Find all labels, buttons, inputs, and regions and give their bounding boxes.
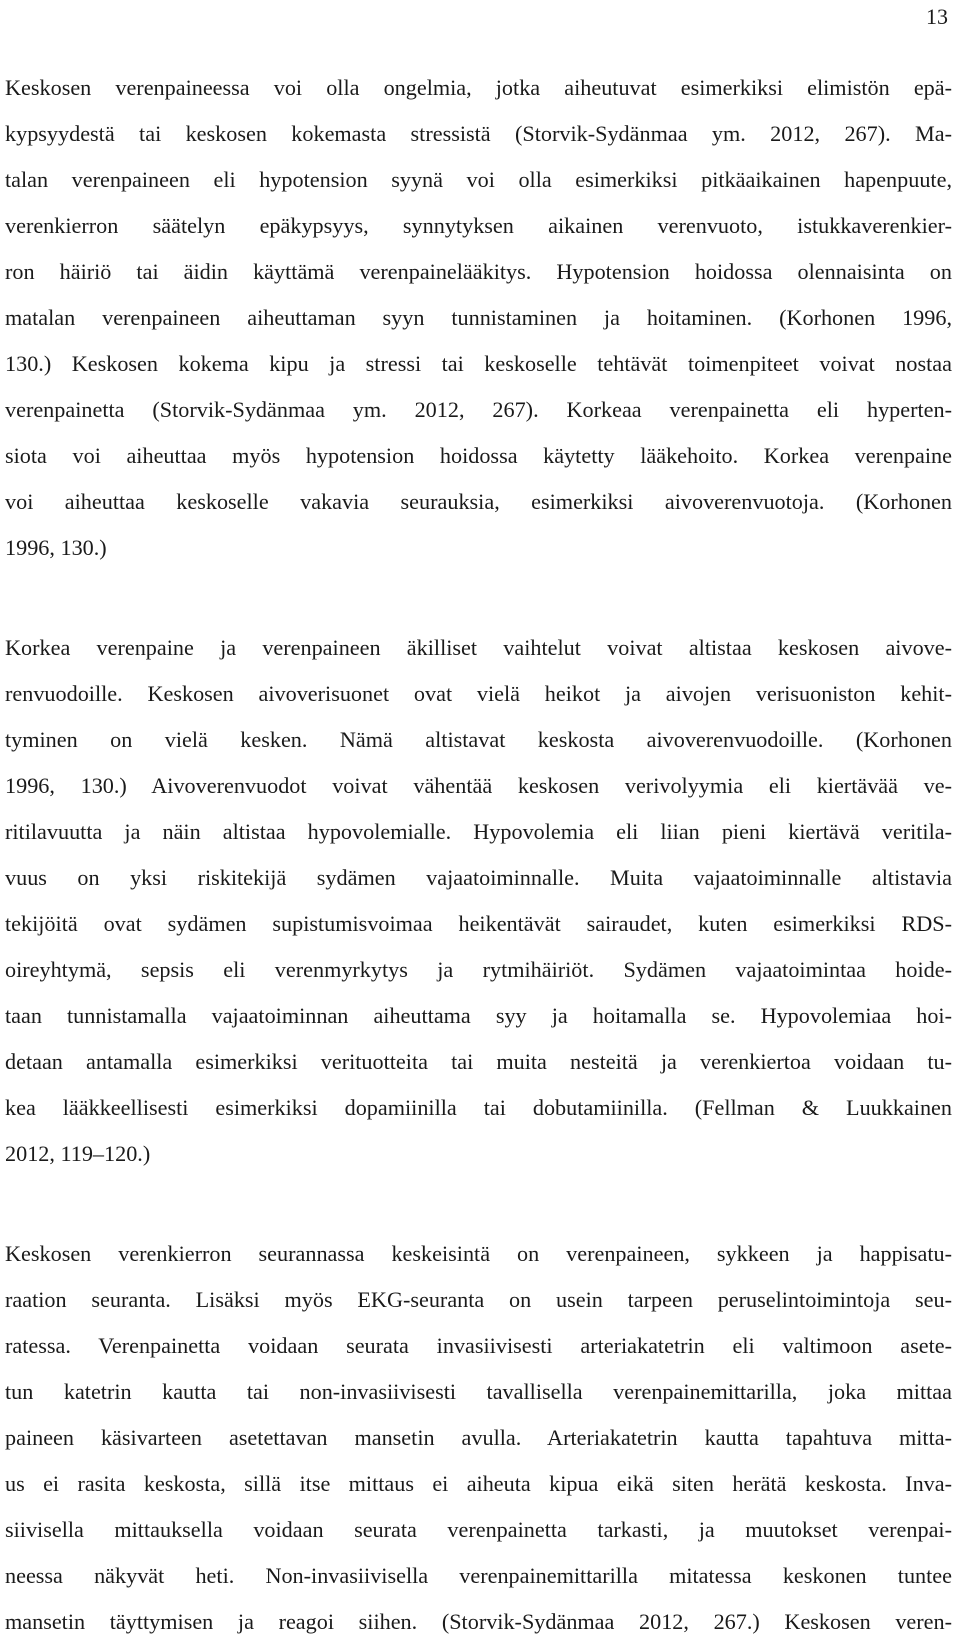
text-line: tyminen on vielä kesken. Nämä altistavat keskosta aivoverenvuodoille. (Korhonen: [5, 727, 952, 752]
text-line: kypsyydestä tai keskosen kokemasta stressistä (Storvik-Sydänmaa ym. 2012, 267). Ma-: [5, 121, 952, 146]
text-line: neessa näkyvät heti. Non-invasiivisella verenpainemittarilla mitatessa keskonen tuntee: [5, 1563, 952, 1588]
text-line: tun katetrin kautta tai non-invasiivisesti tavallisella verenpainemittarilla, joka mittaa: [5, 1379, 952, 1404]
text-line: Korkea verenpaine ja verenpaineen äkilliset vaihtelut voivat altistaa keskosen aivove-: [5, 635, 952, 660]
text-line: ron häiriö tai äidin käyttämä verenpainelääkitys. Hypotension hoidossa olennaisinta on: [5, 259, 952, 284]
text-line: verenpainetta (Storvik-Sydänmaa ym. 2012, 267). Korkeaa verenpainetta eli hyperten-: [5, 397, 952, 422]
text-line: Keskosen verenpaineessa voi olla ongelmia, jotka aiheutuvat esimerkiksi elimistön epä-: [5, 75, 952, 100]
text-line: matalan verenpaineen aiheuttaman syyn tunnistaminen ja hoitaminen. (Korhonen 1996,: [5, 305, 952, 330]
text-line: tekijöitä ovat sydämen supistumisvoimaa heikentävät sairaudet, kuten esimerkiksi RDS-: [5, 911, 952, 936]
text-line: 2012, 119–120.): [5, 1141, 151, 1166]
text-line: oireyhtymä, sepsis eli verenmyrkytys ja rytmihäiriöt. Sydämen vajaatoimintaa hoide-: [5, 957, 952, 982]
text-line: detaan antamalla esimerkiksi verituotteita tai muita nesteitä ja verenkiertoa voidaan tu-: [5, 1049, 952, 1074]
text-line: 130.) Keskosen kokema kipu ja stressi tai keskoselle tehtävät toimenpiteet voivat nostaa: [5, 351, 952, 376]
text-line: raation seuranta. Lisäksi myös EKG-seuranta on usein tarpeen peruselintoimintoja seu-: [5, 1287, 952, 1312]
text-line: paineen käsivarteen asetettavan mansetin avulla. Arteriakatetrin kautta tapahtuva mitta-: [5, 1425, 952, 1450]
text-line: ritilavuutta ja näin altistaa hypovolemialle. Hypovolemia eli liian pieni kiertävä veritila-: [5, 819, 952, 844]
text-line: 1996, 130.) Aivoverenvuodot voivat vähentää keskosen verivolyymia eli kiertävää ve-: [5, 773, 952, 798]
text-line: ratessa. Verenpainetta voidaan seurata invasiivisesti arteriakatetrin eli valtimoon asete-: [5, 1333, 952, 1358]
text-line: voi aiheuttaa keskoselle vakavia seurauksia, esimerkiksi aivoverenvuotoja. (Korhonen: [5, 489, 952, 514]
text-line: mansetin täyttymisen ja reagoi siihen. (Storvik-Sydänmaa 2012, 267.) Keskosen veren-: [5, 1609, 952, 1634]
text-line: talan verenpaineen eli hypotension syynä voi olla esimerkiksi pitkäaikainen hapenpuute,: [5, 167, 952, 192]
text-line: verenkierron säätelyn epäkypsyys, synnytyksen aikainen verenvuoto, istukkaverenkier-: [5, 213, 952, 238]
text-line: taan tunnistamalla vajaatoiminnan aiheuttama syy ja hoitamalla se. Hypovolemiaa hoi-: [5, 1003, 952, 1028]
text-line: Keskosen verenkierron seurannassa keskeisintä on verenpaineen, sykkeen ja happisatu-: [5, 1241, 952, 1266]
text-line: siota voi aiheuttaa myös hypotension hoidossa käytetty lääkehoito. Korkea verenpaine: [5, 443, 952, 468]
text-line: siivisella mittauksella voidaan seurata verenpainetta tarkasti, ja muutokset verenpai-: [5, 1517, 952, 1542]
text-line: renvuodoille. Keskosen aivoverisuonet ovat vielä heikot ja aivojen verisuoniston kehit-: [5, 681, 952, 706]
text-line: kea lääkkeellisesti esimerkiksi dopamiinilla tai dobutamiinilla. (Fellman & Luukkainen: [5, 1095, 952, 1120]
text-line: us ei rasita keskosta, sillä itse mittaus ei aiheuta kipua eikä siten herätä keskosta. Inva-: [5, 1471, 952, 1496]
text-line: 1996, 130.): [5, 535, 107, 560]
page-number: 13: [926, 4, 948, 29]
text-line: vuus on yksi riskitekijä sydämen vajaatoiminnalle. Muita vajaatoiminnalle altistavia: [5, 865, 952, 890]
